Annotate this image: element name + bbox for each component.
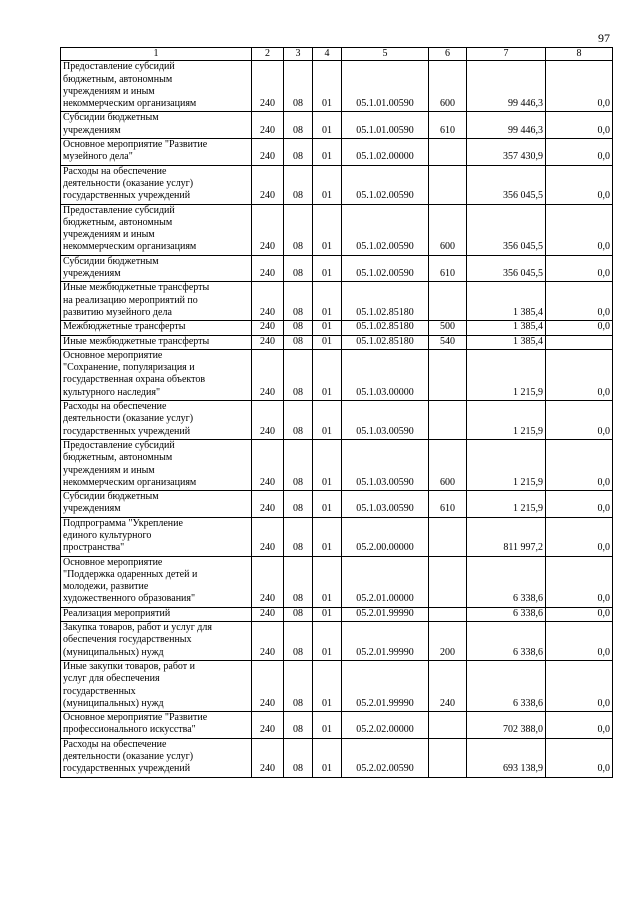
- ministry-code-cell: 240: [252, 165, 284, 204]
- expense-type-cell: [429, 282, 467, 321]
- expense-name-cell: Основное мероприятие "Сохранение, популяризация и государственная охрана объектов культурного наследия": [61, 349, 252, 400]
- table-row: [61, 112, 613, 139]
- table-row: [61, 321, 613, 335]
- amount-cell: 99 446,3: [467, 61, 546, 112]
- amount-col8-cell: 0,0: [546, 139, 613, 166]
- expense-type-cell: [429, 517, 467, 556]
- expense-name-cell: Межбюджетные трансферты: [61, 321, 252, 335]
- expense-name-cell: Реализация мероприятий: [61, 607, 252, 621]
- expense-name-cell: Иные межбюджетные трансферты на реализацию мероприятий по развитию музейного дела: [61, 282, 252, 321]
- table-row: [61, 335, 613, 349]
- expense-name-cell: Субсидии бюджетным учреждениям: [61, 491, 252, 518]
- target-article-cell: 05.1.03.00590: [342, 401, 429, 440]
- target-article-cell: 05.1.02.85180: [342, 335, 429, 349]
- section-code-cell: 08: [284, 165, 313, 204]
- section-code-cell: 08: [284, 139, 313, 166]
- target-article-cell: 05.1.03.00590: [342, 439, 429, 490]
- expense-type-cell: 200: [429, 622, 467, 661]
- table-row: [61, 401, 613, 440]
- subsection-code-cell: 01: [313, 491, 342, 518]
- target-article-cell: 05.1.02.00590: [342, 165, 429, 204]
- amount-cell: 1 215,9: [467, 401, 546, 440]
- expense-type-cell: 610: [429, 255, 467, 282]
- section-code-cell: 08: [284, 491, 313, 518]
- expense-name-cell: Иные закупки товаров, работ и услуг для обеспечения государственных (муниципальных) нужд: [61, 660, 252, 711]
- target-article-cell: 05.2.01.99990: [342, 607, 429, 621]
- ministry-code-cell: 240: [252, 321, 284, 335]
- amount-cell: 1 215,9: [467, 491, 546, 518]
- amount-cell: 6 338,6: [467, 556, 546, 607]
- ministry-code-cell: 240: [252, 255, 284, 282]
- table-row: [61, 61, 613, 112]
- expense-type-cell: 600: [429, 439, 467, 490]
- amount-col8-cell: 0,0: [546, 712, 613, 739]
- amount-col8-cell: 0,0: [546, 491, 613, 518]
- section-code-cell: 08: [284, 61, 313, 112]
- subsection-code-cell: 01: [313, 335, 342, 349]
- expense-name-cell: Иные межбюджетные трансферты: [61, 335, 252, 349]
- subsection-code-cell: 01: [313, 712, 342, 739]
- header-row: [61, 48, 613, 61]
- expense-name-cell: Расходы на обеспечение деятельности (оказание услуг) государственных учреждений: [61, 738, 252, 777]
- header-cell: 6: [429, 48, 467, 61]
- ministry-code-cell: 240: [252, 491, 284, 518]
- ministry-code-cell: 240: [252, 282, 284, 321]
- ministry-code-cell: 240: [252, 204, 284, 255]
- amount-col8-cell: 0,0: [546, 556, 613, 607]
- header-cell: 7: [467, 48, 546, 61]
- section-code-cell: 08: [284, 401, 313, 440]
- amount-col8-cell: 0,0: [546, 517, 613, 556]
- amount-cell: 356 045,5: [467, 204, 546, 255]
- subsection-code-cell: 01: [313, 622, 342, 661]
- expense-type-cell: 610: [429, 491, 467, 518]
- ministry-code-cell: 240: [252, 712, 284, 739]
- target-article-cell: 05.1.03.00000: [342, 349, 429, 400]
- target-article-cell: 05.1.02.00590: [342, 255, 429, 282]
- subsection-code-cell: 01: [313, 282, 342, 321]
- section-code-cell: 08: [284, 255, 313, 282]
- amount-col8-cell: 0,0: [546, 321, 613, 335]
- expense-type-cell: [429, 712, 467, 739]
- table-row: [61, 660, 613, 711]
- expense-name-cell: Предоставление субсидий бюджетным, автономным учреждениям и иным некоммерческим организациям: [61, 204, 252, 255]
- expense-type-cell: 240: [429, 660, 467, 711]
- amount-col8-cell: 0,0: [546, 607, 613, 621]
- expense-name-cell: Расходы на обеспечение деятельности (оказание услуг) государственных учреждений: [61, 165, 252, 204]
- header-cell: 1: [61, 48, 252, 61]
- subsection-code-cell: 01: [313, 61, 342, 112]
- expense-name-cell: Предоставление субсидий бюджетным, автономным учреждениям и иным некоммерческим организациям: [61, 439, 252, 490]
- expense-type-cell: [429, 401, 467, 440]
- ministry-code-cell: 240: [252, 439, 284, 490]
- target-article-cell: 05.1.02.00590: [342, 204, 429, 255]
- section-code-cell: 08: [284, 335, 313, 349]
- table-row: [61, 517, 613, 556]
- ministry-code-cell: 240: [252, 607, 284, 621]
- subsection-code-cell: 01: [313, 660, 342, 711]
- amount-col8-cell: 0,0: [546, 165, 613, 204]
- section-code-cell: 08: [284, 112, 313, 139]
- expense-type-cell: [429, 607, 467, 621]
- target-article-cell: 05.1.01.00590: [342, 112, 429, 139]
- expense-name-cell: Закупка товаров, работ и услуг для обеспечения государственных (муниципальных) нужд: [61, 622, 252, 661]
- ministry-code-cell: 240: [252, 112, 284, 139]
- target-article-cell: 05.1.02.85180: [342, 282, 429, 321]
- table-row: [61, 622, 613, 661]
- ministry-code-cell: 240: [252, 139, 284, 166]
- expense-type-cell: 600: [429, 204, 467, 255]
- subsection-code-cell: 01: [313, 204, 342, 255]
- target-article-cell: 05.1.01.00590: [342, 61, 429, 112]
- budget-table: [60, 47, 613, 778]
- expense-type-cell: [429, 139, 467, 166]
- amount-cell: 6 338,6: [467, 607, 546, 621]
- table-row: [61, 349, 613, 400]
- amount-cell: 702 388,0: [467, 712, 546, 739]
- table-row: [61, 139, 613, 166]
- amount-cell: 357 430,9: [467, 139, 546, 166]
- section-code-cell: 08: [284, 607, 313, 621]
- target-article-cell: 05.2.01.00000: [342, 556, 429, 607]
- target-article-cell: 05.2.02.00590: [342, 738, 429, 777]
- table-row: [61, 165, 613, 204]
- amount-col8-cell: 0,0: [546, 282, 613, 321]
- header-cell: 4: [313, 48, 342, 61]
- amount-cell: 693 138,9: [467, 738, 546, 777]
- amount-cell: 1 215,9: [467, 349, 546, 400]
- table-header: [61, 48, 613, 61]
- amount-col8-cell: 0,0: [546, 439, 613, 490]
- amount-col8-cell: 0,0: [546, 401, 613, 440]
- expense-type-cell: 600: [429, 61, 467, 112]
- amount-cell: 99 446,3: [467, 112, 546, 139]
- amount-cell: 356 045,5: [467, 165, 546, 204]
- expense-name-cell: Предоставление субсидий бюджетным, автономным учреждениям и иным некоммерческим организациям: [61, 61, 252, 112]
- ministry-code-cell: 240: [252, 660, 284, 711]
- ministry-code-cell: 240: [252, 401, 284, 440]
- section-code-cell: 08: [284, 349, 313, 400]
- section-code-cell: 08: [284, 282, 313, 321]
- amount-cell: 1 215,9: [467, 439, 546, 490]
- amount-col8-cell: 0,0: [546, 349, 613, 400]
- table-row: [61, 491, 613, 518]
- subsection-code-cell: 01: [313, 165, 342, 204]
- amount-col8-cell: 0,0: [546, 738, 613, 777]
- section-code-cell: 08: [284, 439, 313, 490]
- section-code-cell: 08: [284, 517, 313, 556]
- amount-col8-cell: 0,0: [546, 622, 613, 661]
- amount-cell: 6 338,6: [467, 622, 546, 661]
- expense-name-cell: Основное мероприятие "Развитие профессионального искусства": [61, 712, 252, 739]
- section-code-cell: 08: [284, 738, 313, 777]
- subsection-code-cell: 01: [313, 556, 342, 607]
- table-row: [61, 556, 613, 607]
- page-number: 97: [598, 31, 610, 45]
- table-row: [61, 439, 613, 490]
- target-article-cell: 05.2.01.99990: [342, 660, 429, 711]
- table-row: [61, 712, 613, 739]
- amount-col8-cell: 0,0: [546, 112, 613, 139]
- amount-cell: 1 385,4: [467, 335, 546, 349]
- expense-name-cell: Основное мероприятие "Развитие музейного дела": [61, 139, 252, 166]
- expense-type-cell: [429, 738, 467, 777]
- table-row: [61, 607, 613, 621]
- expense-type-cell: 500: [429, 321, 467, 335]
- expense-type-cell: [429, 349, 467, 400]
- target-article-cell: 05.1.03.00590: [342, 491, 429, 518]
- section-code-cell: 08: [284, 712, 313, 739]
- section-code-cell: 08: [284, 204, 313, 255]
- target-article-cell: 05.2.00.00000: [342, 517, 429, 556]
- expense-name-cell: Основное мероприятие "Поддержка одаренных детей и молодежи, развитие художественного образования": [61, 556, 252, 607]
- target-article-cell: 05.1.02.85180: [342, 321, 429, 335]
- ministry-code-cell: 240: [252, 556, 284, 607]
- section-code-cell: 08: [284, 660, 313, 711]
- header-cell: 5: [342, 48, 429, 61]
- subsection-code-cell: 01: [313, 139, 342, 166]
- subsection-code-cell: 01: [313, 738, 342, 777]
- amount-cell: 811 997,2: [467, 517, 546, 556]
- header-cell: 3: [284, 48, 313, 61]
- target-article-cell: 05.2.01.99990: [342, 622, 429, 661]
- amount-col8-cell: 0,0: [546, 255, 613, 282]
- expense-name-cell: Подпрограмма "Укрепление единого культурного пространства": [61, 517, 252, 556]
- table-row: [61, 282, 613, 321]
- expense-type-cell: [429, 556, 467, 607]
- table-row: [61, 738, 613, 777]
- amount-cell: 1 385,4: [467, 321, 546, 335]
- table-body: [61, 61, 613, 777]
- subsection-code-cell: 01: [313, 321, 342, 335]
- ministry-code-cell: 240: [252, 335, 284, 349]
- expense-type-cell: 610: [429, 112, 467, 139]
- ministry-code-cell: 240: [252, 61, 284, 112]
- amount-cell: 6 338,6: [467, 660, 546, 711]
- amount-col8-cell: 0,0: [546, 61, 613, 112]
- expense-name-cell: Субсидии бюджетным учреждениям: [61, 112, 252, 139]
- amount-col8-cell: 0,0: [546, 204, 613, 255]
- ministry-code-cell: 240: [252, 349, 284, 400]
- header-cell: 2: [252, 48, 284, 61]
- amount-cell: 1 385,4: [467, 282, 546, 321]
- expense-name-cell: Субсидии бюджетным учреждениям: [61, 255, 252, 282]
- subsection-code-cell: 01: [313, 607, 342, 621]
- section-code-cell: 08: [284, 556, 313, 607]
- ministry-code-cell: 240: [252, 517, 284, 556]
- subsection-code-cell: 01: [313, 349, 342, 400]
- ministry-code-cell: 240: [252, 622, 284, 661]
- expense-type-cell: [429, 165, 467, 204]
- subsection-code-cell: 01: [313, 401, 342, 440]
- amount-cell: 356 045,5: [467, 255, 546, 282]
- subsection-code-cell: 01: [313, 255, 342, 282]
- amount-col8-cell: 0,0: [546, 660, 613, 711]
- subsection-code-cell: 01: [313, 112, 342, 139]
- ministry-code-cell: 240: [252, 738, 284, 777]
- table-row: [61, 204, 613, 255]
- subsection-code-cell: 01: [313, 517, 342, 556]
- section-code-cell: 08: [284, 321, 313, 335]
- target-article-cell: 05.2.02.00000: [342, 712, 429, 739]
- header-cell: 8: [546, 48, 613, 61]
- subsection-code-cell: 01: [313, 439, 342, 490]
- expense-type-cell: 540: [429, 335, 467, 349]
- expense-name-cell: Расходы на обеспечение деятельности (оказание услуг) государственных учреждений: [61, 401, 252, 440]
- amount-col8-cell: [546, 335, 613, 349]
- section-code-cell: 08: [284, 622, 313, 661]
- table-row: [61, 255, 613, 282]
- target-article-cell: 05.1.02.00000: [342, 139, 429, 166]
